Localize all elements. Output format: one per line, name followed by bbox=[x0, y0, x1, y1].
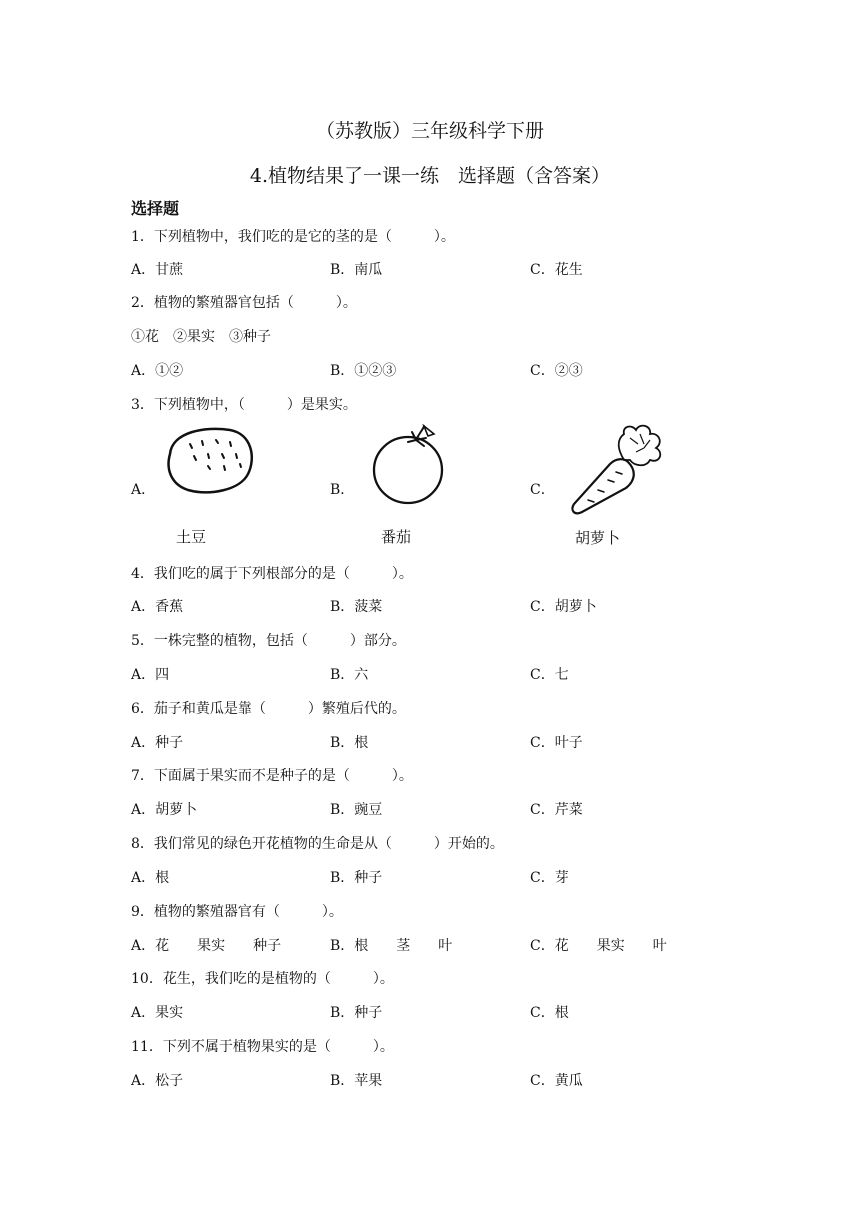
question-2-option-c: C．②③ bbox=[530, 363, 583, 379]
question-5-option-c: C．七 bbox=[530, 667, 569, 683]
question-5-option-a: A．四 bbox=[131, 667, 170, 683]
question-8-option-a: A．根 bbox=[131, 870, 170, 886]
question-4-option-a: A．香蕉 bbox=[131, 599, 184, 615]
question-5-stem: 5．一株完整的植物，包括（ ）部分。 bbox=[131, 633, 406, 649]
question-7-option-a: A．胡萝卜 bbox=[131, 802, 198, 818]
question-6-option-a: A．种子 bbox=[131, 735, 184, 751]
document-subtitle: 4.植物结果了一课一练 选择题（含答案） bbox=[249, 165, 611, 187]
question-8-option-c: C．芽 bbox=[530, 870, 569, 886]
section-heading: 选择题 bbox=[131, 199, 180, 218]
question-11-option-a: A．松子 bbox=[131, 1073, 184, 1089]
question-11-stem: 11．下列不属于植物果实的是（ ）。 bbox=[131, 1039, 394, 1055]
question-1-option-a: A．甘蔗 bbox=[131, 262, 184, 278]
question-6-stem: 6．茄子和黄瓜是靠（ ）繁殖后代的。 bbox=[131, 701, 406, 717]
carrot-caption: 胡萝卜 bbox=[575, 529, 621, 547]
question-7-stem: 7．下面属于果实而不是种子的是（ ）。 bbox=[131, 768, 413, 784]
question-2-option-a: A．①② bbox=[131, 363, 184, 379]
question-7-option-b: B．豌豆 bbox=[330, 802, 383, 818]
question-4-option-b: B．菠菜 bbox=[330, 599, 383, 615]
question-6-option-b: B．根 bbox=[330, 735, 369, 751]
question-7-option-c: C．芹菜 bbox=[530, 802, 583, 818]
question-8-option-b: B．种子 bbox=[330, 870, 383, 886]
question-9-stem: 9．植物的繁殖器官有（ ）。 bbox=[131, 904, 343, 920]
question-3-stem: 3．下列植物中，（ ）是果实。 bbox=[131, 397, 357, 413]
question-10-option-b: B．种子 bbox=[330, 1005, 383, 1021]
carrot-icon bbox=[566, 420, 672, 516]
question-9-option-b: B．根 茎 叶 bbox=[330, 938, 453, 954]
question-1-option-b: B．南瓜 bbox=[330, 262, 383, 278]
question-1-option-c: C．花生 bbox=[530, 262, 583, 278]
question-4-stem: 4．我们吃的属于下列根部分的是（ ）。 bbox=[131, 566, 413, 582]
question-3-option-c: C． bbox=[530, 482, 555, 498]
potato-caption: 土豆 bbox=[176, 528, 207, 546]
potato-icon bbox=[160, 424, 260, 498]
question-2-items: ①花 ②果实 ③种子 bbox=[131, 329, 271, 345]
question-2-stem: 2．植物的繁殖器官包括（ ）。 bbox=[131, 295, 357, 311]
question-9-option-c: C．花 果实 叶 bbox=[530, 938, 667, 954]
question-1-stem: 1．下列植物中，我们吃的是它的茎的是（ ）。 bbox=[131, 229, 455, 245]
document-title: （苏教版）三年级科学下册 bbox=[315, 120, 544, 142]
question-9-option-a: A．花 果实 种子 bbox=[131, 938, 282, 954]
question-5-option-b: B．六 bbox=[330, 667, 369, 683]
question-10-stem: 10．花生，我们吃的是植物的（ ）。 bbox=[131, 971, 394, 987]
question-3-option-a: A． bbox=[131, 482, 156, 498]
question-10-option-c: C．根 bbox=[530, 1005, 569, 1021]
tomato-icon bbox=[368, 424, 454, 508]
question-2-option-b: B．①②③ bbox=[330, 363, 397, 379]
question-6-option-c: C．叶子 bbox=[530, 735, 583, 751]
question-11-option-b: B．苹果 bbox=[330, 1073, 383, 1089]
question-11-option-c: C．黄瓜 bbox=[530, 1073, 583, 1089]
tomato-caption: 番茄 bbox=[381, 528, 412, 546]
question-10-option-a: A．果实 bbox=[131, 1005, 184, 1021]
question-3-option-b: B． bbox=[330, 482, 355, 498]
question-8-stem: 8．我们常见的绿色开花植物的生命是从（ ）开始的。 bbox=[131, 836, 504, 852]
question-4-option-c: C．胡萝卜 bbox=[530, 599, 597, 615]
